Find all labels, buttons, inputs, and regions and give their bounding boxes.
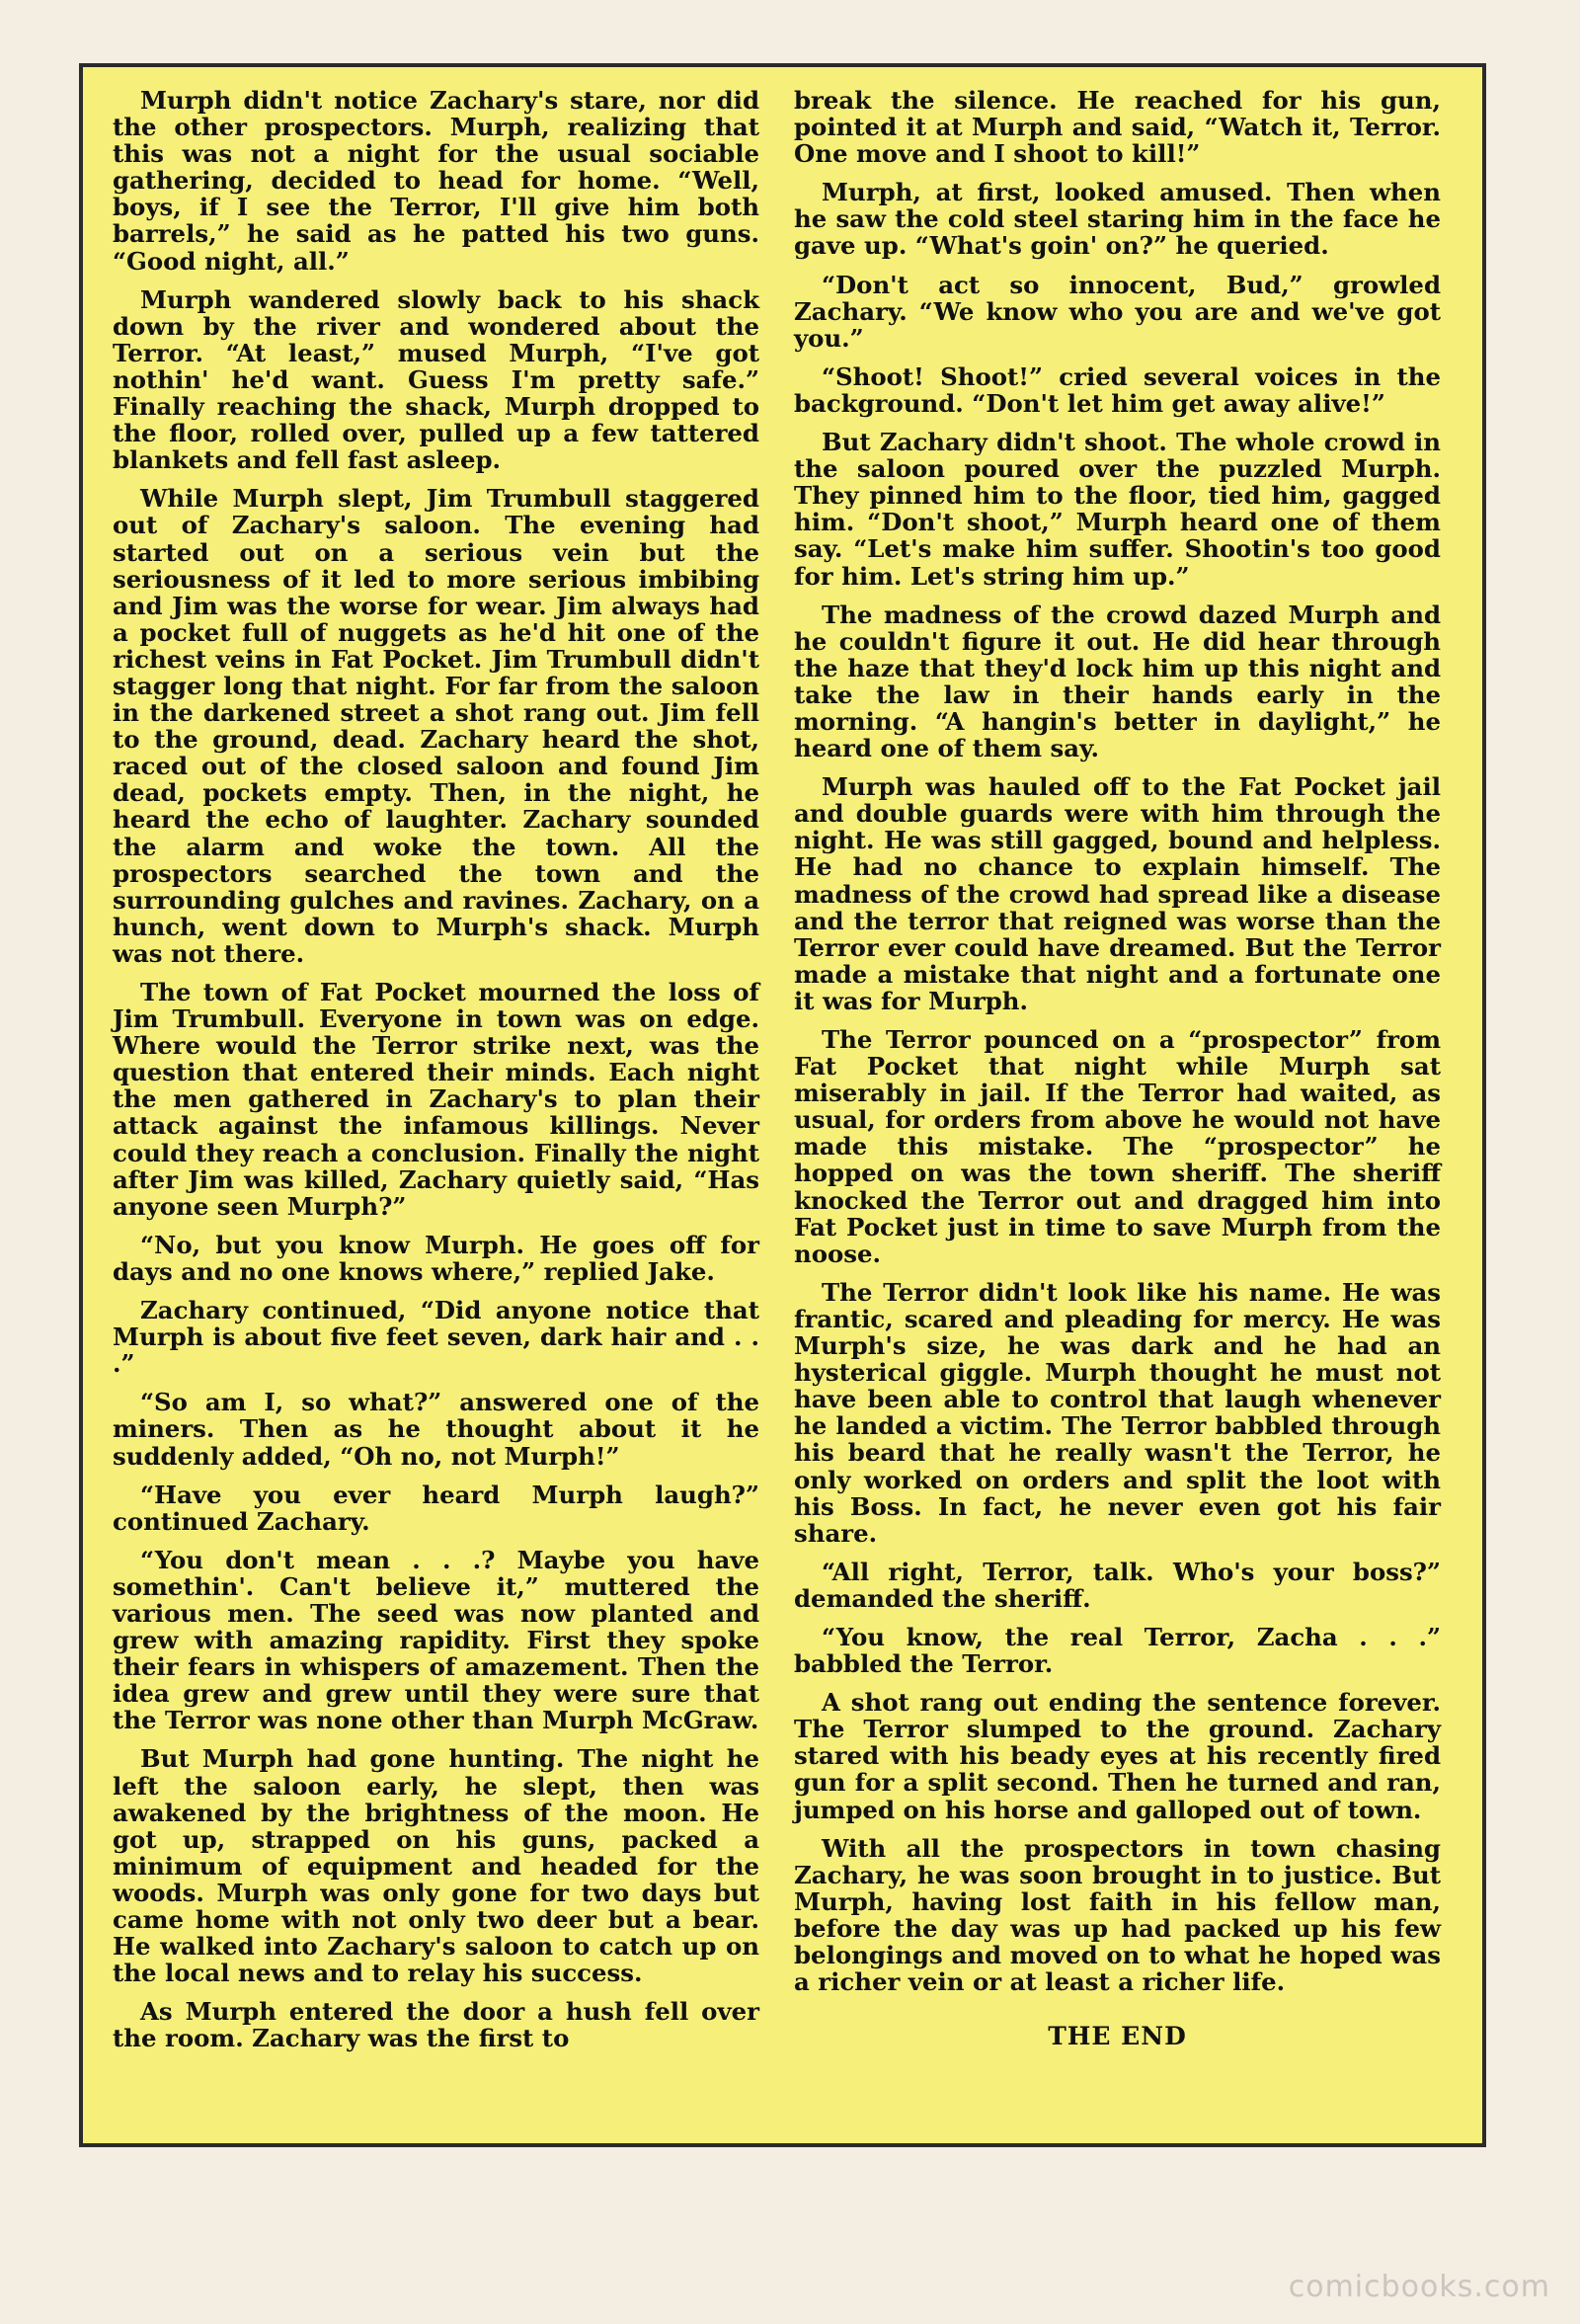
paragraph: But Zachary didn't shoot. The whole crowd in the saloon poured over the puzzled Murph. They pinned him to the floor, tied him, gagged him. “Don't shoot,” Murph heard one of them say. “Let's make him suffer. Shootin's too good for him. Let's string him up.” [794,428,1441,591]
paragraph: “So am I, so what?” answered one of the miners. Then as he thought about it he suddenly added, “Oh no, not Murph!” [113,1388,759,1471]
paragraph: Murph wandered slowly back to his shack down by the river and wondered about the Terror. “At least,” mused Murph, “I've got nothin' he'd want. Guess I'm pretty safe.” Finally reaching the shack, Murph dropped to the floor, rolled over, pulled up a few tattered blankets and fell fast asleep. [113,284,759,475]
paragraph: “Have you ever heard Murph laugh?” continued Zachary. [113,1480,759,1536]
paragraph: “All right, Terror, talk. Who's your boss?” demanded the sheriff. [794,1557,1441,1613]
paragraph: “No, but you know Murph. He goes off for days and no one knows where,” replied Jake. [113,1230,759,1286]
left-column [113,87,759,2124]
paragraph: “You don't mean . . .? Maybe you have somethin'. Can't believe it,” muttered the various men. The seed was now planted and grew with amazing rapidity. First they spoke their fears in whispers of amazement. Then the idea grew and grew until they were sure that the Terror was none other than Murph McGraw. [113,1545,759,1735]
paragraph: While Murph slept, Jim Trumbull staggered out of Zachary's saloon. The evening had started out on a serious vein but the seriousness of it led to more serious imbibing and Jim was the worse for wear. Jim always had a pocket full of nuggets as he'd hit one of the richest veins in Fat Pocket. Jim Trumbull didn't stagger long that night. For far from the saloon in the darkened street a shot rang out. Jim fell to the ground, dead. Zachary heard the shot, raced out of the closed saloon and found Jim dead, pockets empty. Then, in the night, he heard the echo of laughter. Zachary sounded the alarm and woke the town. All the prospectors searched the town and the surrounding gulches and ravines. Zachary, on a hunch, went down to Murph's shack. Murph was not there. [113,484,759,968]
paragraph: “Shoot! Shoot!” cried several voices in the background. “Don't let him get away alive!” [794,361,1441,418]
right-column [794,87,1441,2124]
paragraph: But Murph had gone hunting. The night he left the saloon early, he slept, then was awakened by the brightness of the moon. He got up, strapped on his guns, packed a minimum of equipment and headed for the woods. Murph was only gone for two days but came home with not only two deer but a bear. He walked into Zachary's saloon to catch up on the local news and to relay his success. [113,1744,759,1988]
paragraph: Murph was hauled off to the Fat Pocket jail and double guards were with him through the night. He was still gagged, bound and helpless. He had no chance to explain himself. The madness of the crowd had spread like a disease and the terror that reigned was worse than the Terror ever could have dreamed. But the Terror made a mistake that night and a fortunate one it was for Murph. [794,772,1441,1015]
paragraph: The Terror didn't look like his name. He was frantic, scared and pleading for mercy. He was Murph's size, he was dark and he had an hysterical giggle. Murph thought he must not have been able to control that laugh whenever he landed a victim. The Terror babbled through his beard that he really wasn't the Terror, he only worked on orders and split the loot with his Boss. In fact, he never even got his fair share. [794,1277,1441,1548]
the-end-label: THE END [1048,2022,1187,2051]
paragraph: “You know, the real Terror, Zacha . . .” babbled the Terror. [794,1622,1441,1679]
paragraph: The town of Fat Pocket mourned the loss of Jim Trumbull. Everyone in town was on edge. Where would the Terror strike next, was the question that entered their minds. Each night the men gathered in Zachary's to plan their attack against the infamous killings. Never could they reach a conclusion. Finally the night after Jim was killed, Zachary quietly said, “Has anyone seen Murph?” [113,978,759,1221]
paragraph: With all the prospectors in town chasing Zachary, he was soon brought in to justice. But Murph, having lost faith in his fellow man, before the day was up had packed up his few belongings and moved on to what he hoped was a richer vein or at least a richer life. [794,1833,1441,1997]
paragraph: Zachary continued, “Did anyone notice that Murph is about five feet seven, dark hair and . . .” [113,1296,759,1379]
paragraph: As Murph entered the door a hush fell over the room. Zachary was the first to [113,1997,759,2053]
watermark: comicbooks.com [1288,2270,1550,2304]
paragraph: The madness of the crowd dazed Murph and he couldn't figure it out. He did hear through the haze that they'd lock him up this night and take the law in their hands early in the morning. “A hangin's better in daylight,” he heard one of them say. [794,600,1441,763]
paragraph: A shot rang out ending the sentence forever. The Terror slumped to the ground. Zachary stared with his beady eyes at his recently fired gun for a split second. Then he turned and ran, jumped on his horse and galloped out of town. [794,1688,1441,1824]
paragraph: “Don't act so innocent, Bud,” growled Zachary. “We know who you are and we've got you.” [794,270,1441,353]
text-panel [79,63,1486,2147]
paragraph: The Terror pounced on a “prospector” from Fat Pocket that night while Murph sat miserably in jail. If the Terror had waited, as usual, for orders from above he would not have made this mistake. The “prospector” he hopped on was the town sheriff. The sheriff knocked the Terror out and dragged him into Fat Pocket just in time to save Murph from the noose. [794,1025,1441,1268]
paragraph: break the silence. He reached for his gun, pointed it at Murph and said, “Watch it, Terror. One move and I shoot to kill!” [794,86,1441,169]
paragraph: Murph, at first, looked amused. Then when he saw the cold steel staring him in the face he gave up. “What's goin' on?” he queried. [794,178,1441,261]
paragraph: Murph didn't notice Zachary's stare, nor did the other prospectors. Murph, realizing that this was not a night for the usual sociable gathering, decided to head for home. “Well, boys, if I see the Terror, I'll give him both barrels,” he said as he patted his two guns. “Good night, all.” [113,86,759,276]
